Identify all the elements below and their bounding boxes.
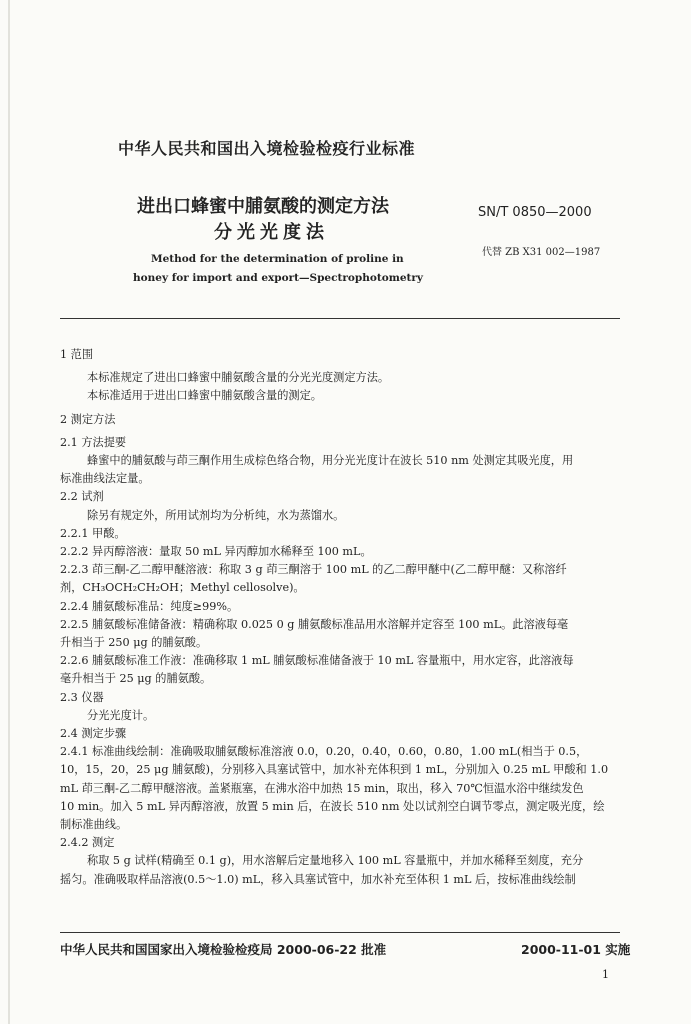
title-line-2: 分光光度法 xyxy=(214,222,329,243)
body-line: 本标准规定了进出口蜂蜜中脯氨酸含量的分光光度测定方法。 xyxy=(87,371,390,385)
body-line: 摇匀。准确吸取样品溶液(0.5～1.0) mL，移入具塞试管中，加水补充至体积 1 mL 后，按标准曲线绘制 xyxy=(60,872,576,886)
replaces-standard: 代替 ZB X31 002—1987 xyxy=(482,247,601,258)
clause-line: 2.4 测定步骤 xyxy=(60,727,127,741)
body-line: 标准曲线法定量。 xyxy=(60,472,150,486)
section-heading: 1 范围 xyxy=(60,348,94,361)
section-heading: 2 测定方法 xyxy=(60,412,116,426)
body-line: 10 min。加入 5 mL 异丙醇溶液，放置 5 min 后，在波长 510 nm 处以试剂空白调节零点，测定吸光度，绘 xyxy=(60,799,605,813)
clause-line: 2.2.4 脯氨酸标准品：纯度≥99%。 xyxy=(60,599,239,613)
body-line: 10，15，20，25 μg 脯氨酸)，分别移入具塞试管中，加水补充体积到 1 mL，分别加入 0.25 mL 甲酸和 1.0 xyxy=(60,763,609,777)
clause-line: 2.2.5 脯氨酸标准储备液：精确称取 0.025 0 g 脯氨酸标准品用水溶解并定容至 100 mL。此溶液每毫 xyxy=(60,617,569,631)
clause-line: 2.4.1 标准曲线绘制：准确吸取脯氨酸标准溶液 0.0，0.20，0.40，0.60，0.80，1.00 mL(相当于 0.5， xyxy=(60,745,588,759)
body-line: mL 茚三酮-乙二醇甲醚溶液。盖紧瓶塞，在沸水浴中加热 15 min，取出，移入 70℃恒温水浴中继续发色 xyxy=(60,781,584,795)
body-line: 升相当于 250 μg 的脯氨酸。 xyxy=(60,636,208,650)
page-number: 1 xyxy=(602,968,609,981)
english-title-line-2: honey for import and export—Spectrophotometry xyxy=(133,272,423,284)
body-line: 蜂蜜中的脯氨酸与茚三酮作用生成棕色络合物，用分光光度计在波长 510 nm 处测定其吸光度，用 xyxy=(87,454,574,468)
clause-line: 2.3 仪器 xyxy=(60,690,104,704)
clause-line: 2.2.2 异丙醇溶液：量取 50 mL 异丙醇加水稀释至 100 mL。 xyxy=(60,545,372,559)
body-line: 制标准曲线。 xyxy=(60,818,128,832)
scan-edge-line xyxy=(8,0,10,1024)
body-line: 称取 5 g 试样(精确至 0.1 g)，用水溶解后定量地移入 100 mL 容量瓶中，并加水稀释至刻度，充分 xyxy=(87,854,584,868)
body-line: 除另有规定外，所用试剂均为分析纯，水为蒸馏水。 xyxy=(87,508,345,522)
title-line-1: 进出口蜂蜜中脯氨酸的测定方法 xyxy=(137,196,389,217)
implementation-date: 2000-11-01 实施 xyxy=(521,942,631,957)
clause-line: 2.2 试剂 xyxy=(60,490,104,504)
body-line: 剂，CH₃OCH₂CH₂OH；Methyl cellosolve)。 xyxy=(60,581,305,595)
clause-line: 2.2.6 脯氨酸标准工作液：准确移取 1 mL 脯氨酸标准储备液于 10 mL 容量瓶中，用水定容，此溶液每 xyxy=(60,654,574,668)
english-title-line-1: Method for the determination of proline in xyxy=(151,253,404,265)
clause-line: 2.4.2 测定 xyxy=(60,836,115,850)
clause-line: 2.2.1 甲酸。 xyxy=(60,526,126,540)
clause-line: 2.2.3 茚三酮-乙二醇甲醚溶液：称取 3 g 茚三酮溶于 100 mL 的乙二醇甲醚中(乙二醇甲醚：又称溶纤 xyxy=(60,563,567,577)
standard-category-header: 中华人民共和国出入境检验检疫行业标准 xyxy=(118,139,416,158)
header-rule xyxy=(60,318,620,319)
clause-line: 2.1 方法提要 xyxy=(60,435,127,449)
body-line: 本标准适用于进出口蜂蜜中脯氨酸含量的测定。 xyxy=(87,389,322,403)
body-line: 分光光度计。 xyxy=(87,708,155,722)
footer-rule xyxy=(60,932,620,933)
body-text xyxy=(60,346,620,889)
standard-number: SN/T 0850—2000 xyxy=(478,205,592,220)
approval-line: 中华人民共和国国家出入境检验检疫局 2000-06-22 批准 xyxy=(60,942,387,957)
body-line: 毫升相当于 25 μg 的脯氨酸。 xyxy=(60,672,212,686)
